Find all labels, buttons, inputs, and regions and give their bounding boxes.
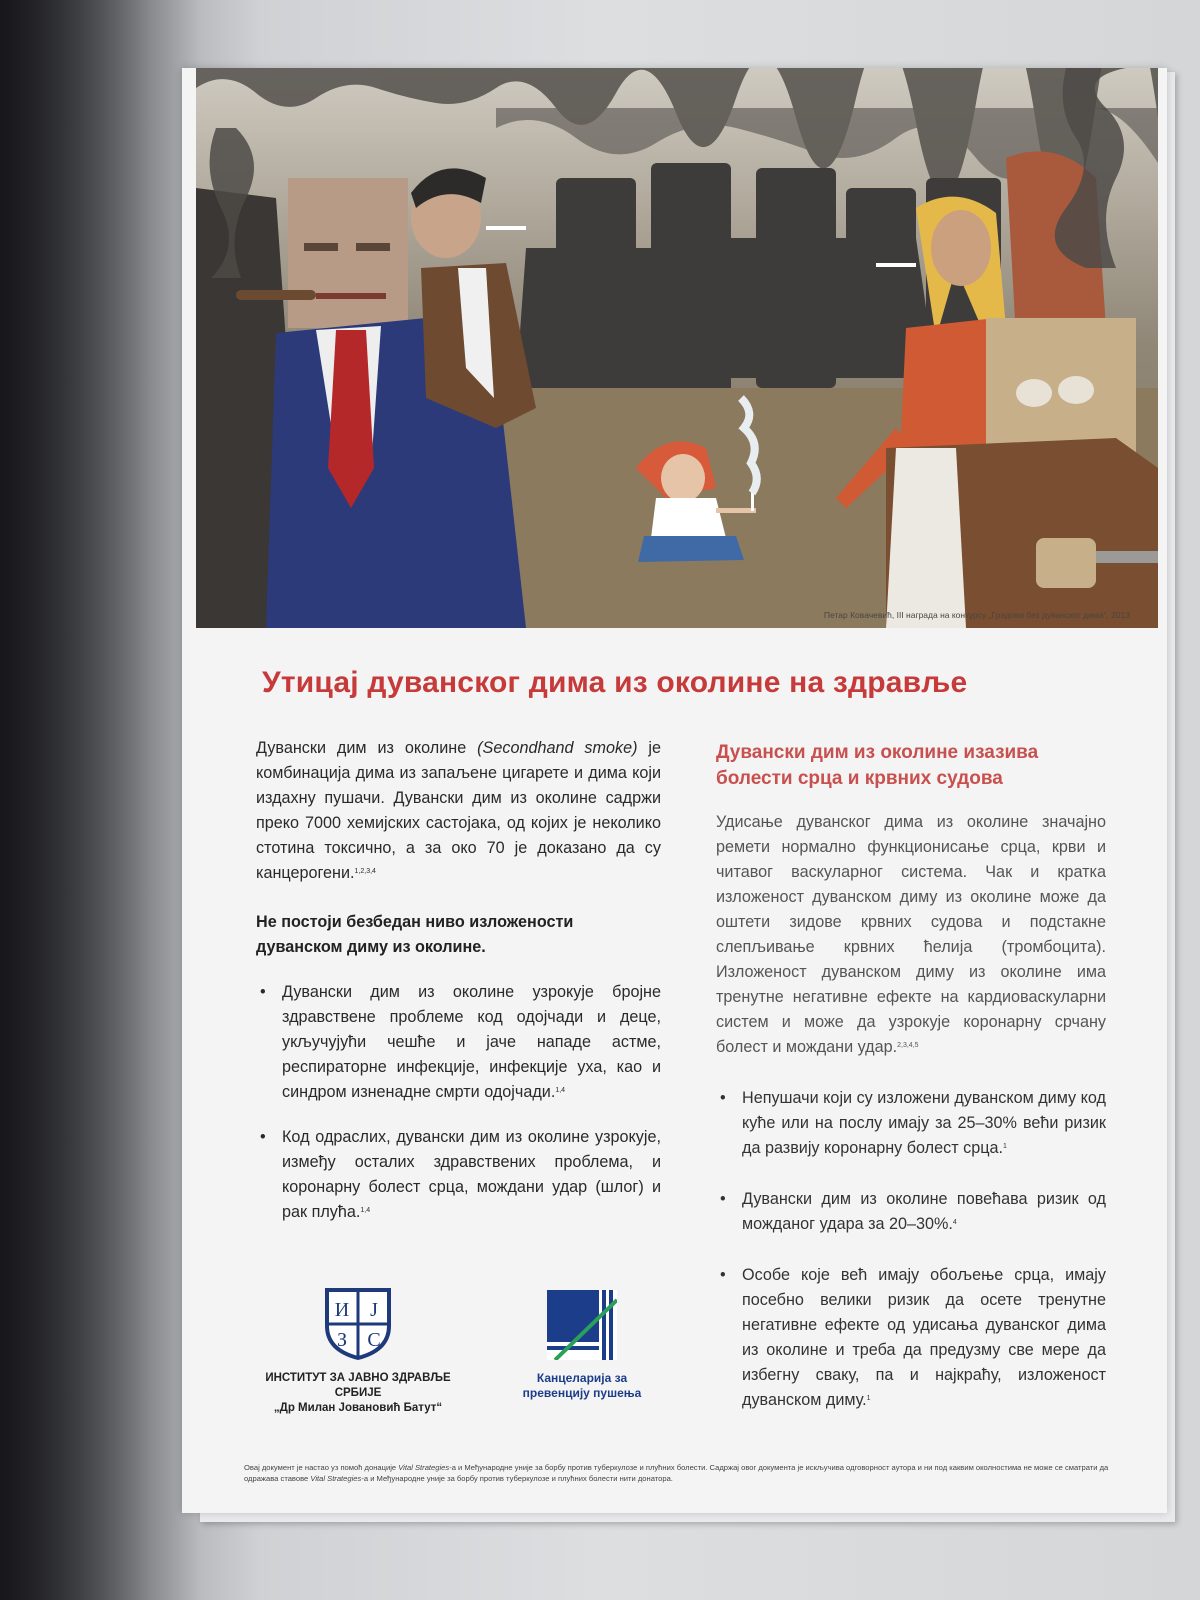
image-credit: Петар Ковачевић, III награда на конкурсу „Градови без дуванског дима“, 2013 — [823, 610, 1130, 620]
bullet-icon: • — [260, 983, 266, 1001]
bullet-refs: 1 — [866, 1395, 871, 1402]
bullet-refs: 4 — [952, 1219, 957, 1226]
institute-emblem-icon — [323, 1286, 393, 1360]
no-safe-level-statement: Не постоји безбедан ниво изложености дуванском диму из околине. — [256, 913, 574, 956]
intro-text-italic: (Secondhand smoke) — [477, 739, 638, 757]
poster-title: Утицај дуванског дима из околине на здравље — [262, 666, 968, 699]
section-subheading: Дувански дим из околине изазива болести срца и крвних судова — [716, 742, 1039, 789]
intro-paragraph — [256, 736, 661, 886]
emblem-letter: З — [336, 1329, 348, 1351]
list-item — [256, 980, 661, 1105]
bullet-refs: 1,4 — [360, 1207, 371, 1214]
intro-text-1: Дувански дим из околине — [256, 739, 478, 757]
poster-sheet — [182, 68, 1167, 1513]
footer-text-c: -а и Међународне уније за борбу против туберкулозе и плућних болести. Садржај овог документа је искључива одговорност аутора и ни под каквим околностима не може се сматрати да одражава ставове — [244, 1463, 1109, 1483]
institute-name-line1: ИНСТИТУТ ЗА ЈАВНО ЗДРАВЉЕ СРБИЈЕ — [265, 1372, 451, 1399]
intro-refs: 1,2,3,4 — [354, 868, 376, 875]
office-name-line1: Канцеларија за — [536, 1371, 628, 1385]
institute-name-line2: „Др Милан Јовановић Батут“ — [273, 1402, 443, 1414]
bullet-text: Дувански дим из околине узрокује бројне здравствене проблеме код одојчади и деце, укључујући чешће и јаче нападе астме, респираторне инфекције, инфекције уха, као и синдром изненадне смрти одојчади. — [282, 983, 661, 1101]
heart-paragraph — [716, 810, 1106, 1060]
illustration-svg — [196, 68, 1158, 628]
hero-illustration — [196, 68, 1158, 628]
institute-name — [248, 1371, 468, 1416]
bullet-icon: • — [720, 1190, 726, 1208]
list-item — [716, 1187, 1106, 1237]
bullet-text: Код одраслих, дувански дим из околине узрокује, између осталих здравствених проблема, и коронарну болест срца, мождани удар (шлог) и рак плућа. — [282, 1128, 661, 1221]
list-item — [716, 1086, 1106, 1161]
children-adults-bullets — [256, 980, 661, 1225]
office-name-line2: превенцију пушења — [522, 1386, 642, 1400]
intro-text-2: је комбинација дима из запаљене цигарете и дима који издахну пушачи. Дувански дим из околине садржи преко 7000 хемијских састојака, од којих је неколико стотина токсично, а за око 70 је доказано да су канцерогени. — [256, 739, 662, 882]
bullet-text: Дувански дим из околине повећава ризик од можданог удара за 20–30%. — [742, 1190, 1106, 1233]
bullet-icon: • — [260, 1128, 266, 1146]
right-column — [716, 740, 1106, 1439]
cardio-bullets — [716, 1086, 1106, 1413]
bullet-refs: 1 — [1003, 1143, 1007, 1150]
bullet-text: Особе које већ имају обољење срца, имају посебно велики ризик да осете тренутне негативне ефекте од удисања дуванског дима из околине и треба да предузму све мере да избегну сваку, па и најкраћу, изложеност дуванском диму. — [742, 1266, 1106, 1409]
footer-text-d: Vital Strategies — [310, 1474, 362, 1483]
office-emblem-icon — [547, 1290, 617, 1360]
emblem-letter: И — [334, 1299, 350, 1321]
heart-paragraph-refs: 2,3,4,5 — [897, 1042, 919, 1049]
institute-logo — [248, 1286, 468, 1416]
footer-text-b: Vital Strategies — [398, 1463, 450, 1472]
footer-text-a: Овај документ је настао уз помоћ донације — [244, 1463, 399, 1472]
footer-text-e: -а и Међународне уније за борбу против туберкулозе и плућних болести нити донатора. — [361, 1474, 673, 1483]
emblem-letter: Ј — [370, 1299, 378, 1321]
list-item — [716, 1263, 1106, 1413]
bullet-icon: • — [720, 1266, 726, 1284]
office-logo — [512, 1290, 652, 1401]
emblem-letter: С — [367, 1329, 381, 1351]
footer-disclaimer — [244, 1462, 1124, 1484]
bullet-text: Непушачи који су изложени дуванском диму код куће или на послу имају за 25–30% већи ризик да развију коронарну болест срца. — [742, 1089, 1106, 1157]
bullet-icon: • — [720, 1089, 726, 1107]
list-item — [256, 1125, 661, 1225]
office-name — [512, 1371, 652, 1401]
photo-shadow — [0, 0, 200, 1600]
left-column — [256, 736, 661, 1245]
bullet-refs: 1,4 — [555, 1087, 566, 1094]
heart-paragraph-text: Удисање дуванског дима из околине значајно ремети нормално функционисање срца, крви и читавог васкуларног система. Чак и кратка изложеност дуванском диму из околине може да оштети зидове крвних судова и подстакне слепљивање крвних ћелија (тромбоцита). Изложеност дуванском диму из околине има тренутне негативне ефекте на кардиоваскуларни систем и може да узрокује коронарну срчану болест и мождани удар. — [716, 813, 1106, 1056]
